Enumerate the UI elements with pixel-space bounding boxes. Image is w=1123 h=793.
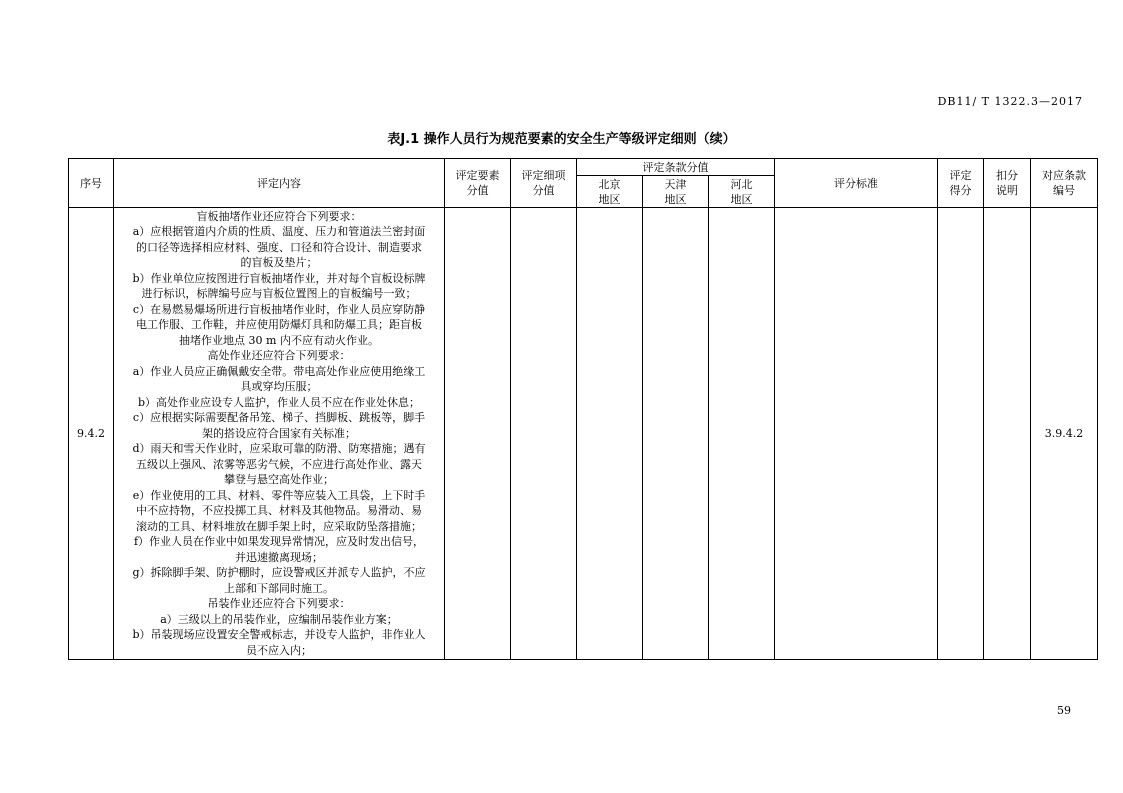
content-line: 盲板抽堵作业还应符合下列要求： xyxy=(196,209,362,223)
content-line: c）应根据实际需要配备吊笼、梯子、挡脚板、跳板等，脚手 xyxy=(132,411,426,425)
header-beijing: 北京 地区 xyxy=(577,176,643,208)
header-hebei: 河北 地区 xyxy=(709,176,775,208)
content-line: a）应根据管道内介质的性质、温度、压力和管道法兰密封面 xyxy=(132,225,426,239)
header-criteria: 评分标准 xyxy=(775,159,938,208)
content-line: g）拆除脚手架、防护棚时，应设警戒区并派专人监护，不应 xyxy=(132,566,426,580)
row-criteria xyxy=(775,208,938,660)
content-line: a）三级以上的吊装作业，应编制吊装作业方案； xyxy=(160,612,398,626)
row-element-score xyxy=(445,208,511,660)
header-seq: 序号 xyxy=(69,159,114,208)
content-line: b）高处作业应设专人监护，作业人员不应在作业处休息； xyxy=(137,395,421,409)
row-item-score xyxy=(511,208,577,660)
header-deduction: 扣分 说明 xyxy=(984,159,1031,208)
row-hebei xyxy=(709,208,775,660)
content-line: 员不应入内； xyxy=(246,643,312,657)
content-line: 电工作服、工作鞋，并应使用防爆灯具和防爆工具；距盲板 xyxy=(136,318,422,332)
row-content xyxy=(114,208,445,660)
content-line: 攀登与悬空高处作业； xyxy=(224,473,334,487)
content-line: 的口径等选择相应材料、强度、口径和符合设计、制造要求 xyxy=(136,240,422,254)
content-line: b）吊装现场应设置安全警戒标志，并设专人监护，非作业人 xyxy=(132,628,426,642)
evaluation-table xyxy=(68,158,1098,660)
header-rating: 评定 得分 xyxy=(938,159,984,208)
table-row xyxy=(69,208,1098,660)
content-line: 吊装作业还应符合下列要求： xyxy=(207,597,351,611)
content-line: e）作业使用的工具、材料、零件等应装入工具袋，上下时手 xyxy=(132,488,426,502)
row-beijing xyxy=(577,208,643,660)
content-line: b）作业单位应按图进行盲板抽堵作业，并对每个盲板设标牌 xyxy=(132,271,426,285)
header-element-score: 评定要素 分值 xyxy=(445,159,511,208)
document-code: DB11/ T 1322.3—2017 xyxy=(937,95,1083,108)
content-line: 高处作业还应符合下列要求： xyxy=(207,349,351,363)
table-title: 表J.1 操作人员行为规范要素的安全生产等级评定细则（续） xyxy=(387,132,736,147)
content-line: 五级以上强风、浓雾等恶劣气候，不应进行高处作业、露天 xyxy=(136,457,422,471)
content-line: 并迅速撤离现场； xyxy=(235,550,323,564)
content-line: 滚动的工具、材料堆放在脚手架上时，应采取防坠落措施； xyxy=(136,519,422,533)
content-line: a）作业人员应正确佩戴安全带。带电高处作业应使用绝缘工 xyxy=(132,364,426,378)
content-line: 具或穿均压服； xyxy=(240,380,318,394)
header-item-score: 评定细项 分值 xyxy=(511,159,577,208)
row-rating xyxy=(938,208,984,660)
header-content: 评定内容 xyxy=(114,159,445,208)
header-clause-score: 评定条款分值 xyxy=(577,159,775,176)
page-number: 59 xyxy=(1057,704,1071,717)
content-line: 进行标识，标牌编号应与盲板位置图上的盲板编号一致； xyxy=(141,287,417,301)
content-line: 中不应持物，不应投掷工具、材料及其他物品。易滑动、易 xyxy=(136,504,422,518)
content-line: f）作业人员在作业中如果发现异常情况，应及时发出信号， xyxy=(133,535,425,549)
content-line: c）在易燃易爆场所进行盲板抽堵作业时，作业人员应穿防静 xyxy=(132,302,426,316)
row-deduction xyxy=(984,208,1031,660)
content-line: 抽堵作业地点 30 m 内不应有动火作业。 xyxy=(179,333,379,347)
content-line: 架的搭设应符合国家有关标准； xyxy=(202,426,356,440)
row-tianjin xyxy=(643,208,709,660)
content-line: d）雨天和雪天作业时，应采取可靠的防滑、防寒措施；遇有 xyxy=(132,442,426,456)
header-tianjin: 天津 地区 xyxy=(643,176,709,208)
content-line: 的盲板及垫片； xyxy=(240,256,318,270)
row-seq: 9.4.2 xyxy=(69,208,114,660)
header-clause-no: 对应条款 编号 xyxy=(1031,159,1098,208)
row-clause-no: 3.9.4.2 xyxy=(1031,208,1098,660)
content-line: 上部和下部同时施工。 xyxy=(224,581,334,595)
